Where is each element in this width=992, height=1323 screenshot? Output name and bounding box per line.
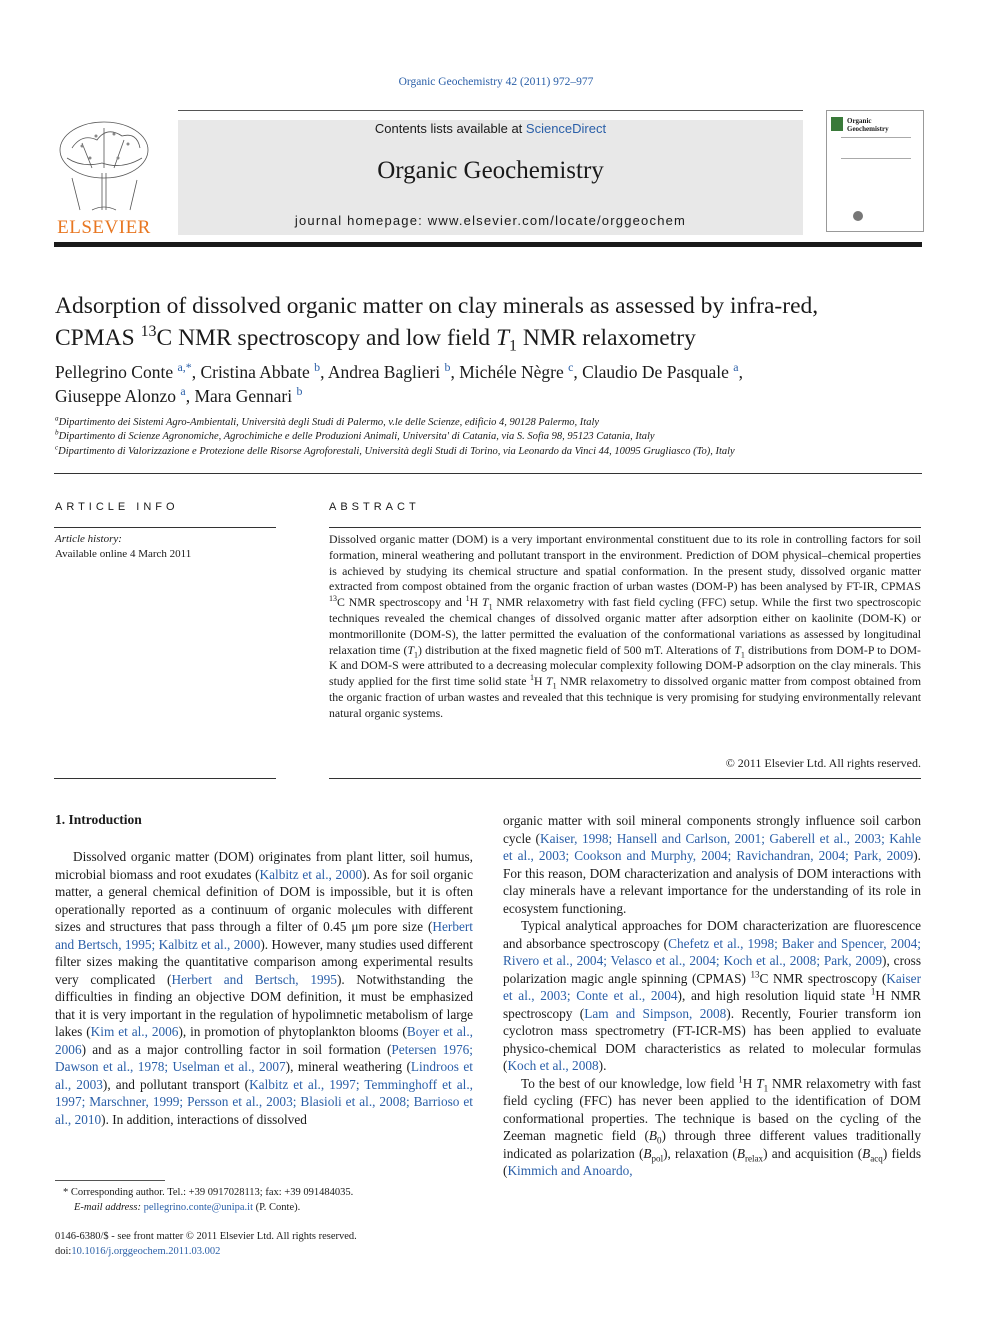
abstract-body: Dissolved organic matter (DOM) is a very important environmental constituent due to its role in controlling factors for soil formation, mineral weathering and pollutant transport in the environment. Prediction of DOM physical–chemical properties is achieved by studying its chemical structure and spatial conformation. In the present study, dissolved organic matter extracted from compost obtained from the organic fraction of urban wastes (DOM-P) has been analysed by FT-IR, CPMAS $^{13}$C NMR spectroscopy and $^1$H $T_1$ NMR relaxometry with fast field cycling (FFC) setup. While the first two spectroscopic techniques revealed the chemical changes of dissolved organic matter after adsorption either on kaolinite (DOM-K) or montmorillonite (DOM-S), the latter permitted the evaluation of the conformational variations as assessed by longitudinal relaxation time $(T_1)$ distribution at the fixed magnetic field of 500 mT. Alterations of $T_1$ distributions from DOM-P to DOM-K and DOM-S were attributed to a decreasing molecular complexity following DOM-P adsorption on the clay minerals. This study applied for the first time solid state $^1$H $T_1$ NMR relaxometry to dissolved organic matter from compost obtained from the organic fraction of urban wastes and revealed that this technique is very promising for studying environmentally relevant natural organic systems. <box>329 532 921 720</box>
abstract-heading: ABSTRACT <box>329 501 420 513</box>
email-note: E-mail address: pellegrino.conte@unipa.it (P. Conte). <box>74 1202 301 1213</box>
author[interactable]: Giuseppe Alonzo $^a$, <box>55 384 195 406</box>
author[interactable]: Andrea Baglieri $^b$, <box>327 360 460 382</box>
affiliation: $^a$Dipartimento dei Sistemi Agro-Ambientali, Università degli Studi di Palermo, v.le delle Scienze, edificio 4, 90128 Palermo, Italy <box>55 414 600 428</box>
citation-link[interactable]: Kaiser, 1998; Hansell and Carlson, 2001; Gaberell et al., 2003; Kahle et al., 2003; Cookson and Murphy, 2004; Ravichandran, 2004; Park, 2009 <box>503 830 921 863</box>
abstract-copyright: © 2011 Elsevier Ltd. All rights reserved. <box>725 756 921 770</box>
journal-citation[interactable]: Organic Geochemistry 42 (2011) 972–977 <box>398 76 594 88</box>
header-top-rule <box>178 110 803 111</box>
article-info-rule <box>54 527 276 528</box>
affiliation-divider <box>54 473 922 474</box>
title-line-2: CPMAS $^{13}$C NMR spectroscopy and low field $T_1$ NMR relaxometry <box>55 323 696 355</box>
citation-link[interactable]: Koch et al., 2008 <box>507 1058 599 1073</box>
cover-logo-icon <box>853 211 863 221</box>
author-list <box>55 360 925 408</box>
doi-link[interactable]: 10.1016/j.orggeochem.2011.03.002 <box>71 1246 221 1257</box>
doi-line: doi:10.1016/j.orggeochem.2011.03.002 <box>55 1246 221 1257</box>
cover-color-block <box>831 117 843 131</box>
cover-rule-block <box>841 137 911 159</box>
citation-link[interactable]: Boyer et al., 2006 <box>55 1024 473 1057</box>
citation-link[interactable]: Kim et al., 2006 <box>90 1024 179 1039</box>
cover-title-line1: Organic <box>847 117 872 125</box>
article-info-bottom-rule <box>54 778 276 779</box>
intro-right-column: organic matter with soil mineral components strongly influence soil carbon cycle (Kaiser, 1998; Hansell and Carlson, 2001; Gaberell et al., 2003; Kahle et al., 2003; Cookson and Murphy, 2004; Ravichandran, 2004; Park, 2009). For this reason, DOM characterization and analysis of DOM interactions with clay minerals have a relevant importance for the understanding of its role in ecosystem functioning. Typical analytical approaches for DOM characterization are fluorescence and absorbance spectroscopy (Chefetz et al., 1998; Baker and Spencer, 2004; Rivero et al., 2004; Velasco et al., 2004; Koch et al., 2008; Park, 2009), cross polarization magic angle spinning (CPMAS) $^{13}$C NMR spectroscopy (Kaiser et al., 2003; Conte et al., 2004), and high resolution liquid state $^1$H NMR spectroscopy (Lam and Simpson, 2008). Recently, Fourier transform ion cyclotron mass spectrometry (FT-ICR-MS) has been applied to evaluate physico-chemical DOM characteristics as related to molecular formulas (Koch et al., 2008). To the best of our knowledge, low field $^1$H $T_1$ NMR relaxometry with fast field cycling (FFC) has never been applied to the identification of DOM conformational properties. The technique is based on the cycling of the Zeeman magnetic field $(B_0)$ through three different values traditionally indicated as polarization $(B_{pol})$, relaxation $(B_{relax})$ and acquisition $(B_{acq})$ fields (Kimmich and Anoardo, <box>503 813 922 1178</box>
title-line-1: Adsorption of dissolved organic matter on clay minerals as assessed by infra-red, <box>55 293 819 319</box>
elsevier-tree-icon <box>52 118 156 214</box>
contents-line <box>178 121 803 136</box>
abstract-bottom-rule <box>329 778 921 779</box>
article-info-heading: ARTICLE INFO <box>55 501 179 513</box>
author[interactable]: Mara Gennari $^b$ <box>194 384 303 406</box>
affiliation: $^c$Dipartimento di Valorizzazione e Protezione delle Risorse Agroforestali, Università degli Studi di Torino, via Leonardo da Vinci 44, 10095 Grugliasco (To), Italy <box>55 443 735 457</box>
journal-name: Organic Geochemistry <box>377 157 604 184</box>
citation-link[interactable]: Herbert and Bertsch, 1995 <box>171 971 337 987</box>
header-bottom-rule <box>54 242 922 247</box>
intro-left-column: Dissolved organic matter (DOM) originates from plant litter, soil humus, microbial biomass and root exudates (Kalbitz et al., 2000). As for soil organic matter, a general chemical definition of DOM is impossible, but it is often operationally reported as a continuum of organic molecules with different sizes and structures that pass through a filter of 0.45 μm pore size (Herbert and Bertsch, 1995; Kalbitz et al., 2000). However, many studies used different filter sizes making the quantitative comparison among experimental results very complicated (Herbert and Bertsch, 1995). Notwithstanding the difficulties in finding an objective DOM definition, it must be emphasized that it is very important in the regulation of hypolimnetic metabolism of large lakes (Kim et al., 2006), in promotion of phytoplankton blooms (Boyer et al., 2006) and as a major controlling factor in soil formation (Petersen 1976; Dawson et al., 1978; Uselman et al., 2007), mineral weathering (Lindroos et al., 2003), and pollutant transport (Kalbitz et al., 1997; Temminghoff et al., 1997; Marschner, 1999; Persson et al., 2003; Blasioli et al., 2008; Barrioso et al., 2010). In addition, interactions of dissolved <box>55 849 474 1127</box>
citation-link[interactable]: Kaiser et al., 2003; Conte et al., 2004 <box>503 970 921 1003</box>
journal-cover-thumbnail[interactable] <box>826 110 924 232</box>
citation-link[interactable]: Chefetz et al., 1998; Baker and Spencer, 2004; Rivero et al., 2004; Velasco et al., 2004; Koch et al., 2008; Park, 2009 <box>503 935 921 968</box>
history-label: Article history: <box>55 533 122 545</box>
issn-line: 0146-6380/$ - see front matter © 2011 Elsevier Ltd. All rights reserved. <box>55 1231 357 1242</box>
author[interactable]: Michéle Nègre $^c$, <box>459 360 583 382</box>
citation-link[interactable]: Lindroos et al., 2003 <box>55 1059 473 1092</box>
footnote-rule <box>55 1180 165 1181</box>
citation-link[interactable]: Lam and Simpson, 2008 <box>584 1005 727 1021</box>
sciencedirect-link[interactable]: ScienceDirect <box>525 121 607 136</box>
author[interactable]: Claudio De Pasquale $^a$, <box>582 360 743 382</box>
corresponding-author-note: * Corresponding author. Tel.: +39 0917028113; fax: +39 091484035. <box>63 1187 354 1198</box>
citation-link[interactable]: Kalbitz et al., 2000 <box>259 866 363 882</box>
citation-link[interactable]: Kimmich and Anoardo, <box>507 1163 633 1178</box>
cover-title-line2: Geochemistry <box>847 125 889 133</box>
email-link[interactable]: pellegrino.conte@unipa.it <box>143 1202 253 1213</box>
elsevier-logo <box>52 118 156 236</box>
available-online: Available online 4 March 2011 <box>55 548 192 560</box>
contents-prefix: Contents lists available at <box>374 121 526 136</box>
citation-link[interactable]: Herbert and Bertsch, 1995; Kalbitz et al., 2000 <box>55 919 473 952</box>
journal-homepage[interactable]: journal homepage: www.elsevier.com/locate/orggeochem <box>294 213 687 228</box>
elsevier-wordmark: ELSEVIER <box>57 217 151 238</box>
article-title <box>55 290 925 354</box>
section-heading: 1. Introduction <box>55 812 142 827</box>
citation-link[interactable]: Kalbitz et al., 1997; Temminghoff et al., 1997; Marschner, 1999; Persson et al., 2003; Blasioli et al., 2008; Barrioso et al., 2010 <box>55 1076 473 1127</box>
citation-link[interactable]: Petersen 1976; Dawson et al., 1978; Uselman et al., 2007 <box>55 1041 473 1074</box>
author[interactable]: Cristina Abbate $^b$, <box>200 360 328 382</box>
author[interactable]: Pellegrino Conte $^{a,*}$, <box>55 360 201 382</box>
abstract-rule <box>329 527 921 528</box>
affiliation: $^b$Dipartimento di Scienze Agronomiche, Agrochimiche e delle Produzioni Animali, Universita' di Catania, via S. Sofia 98, 95123 Catania, Italy <box>55 428 655 442</box>
